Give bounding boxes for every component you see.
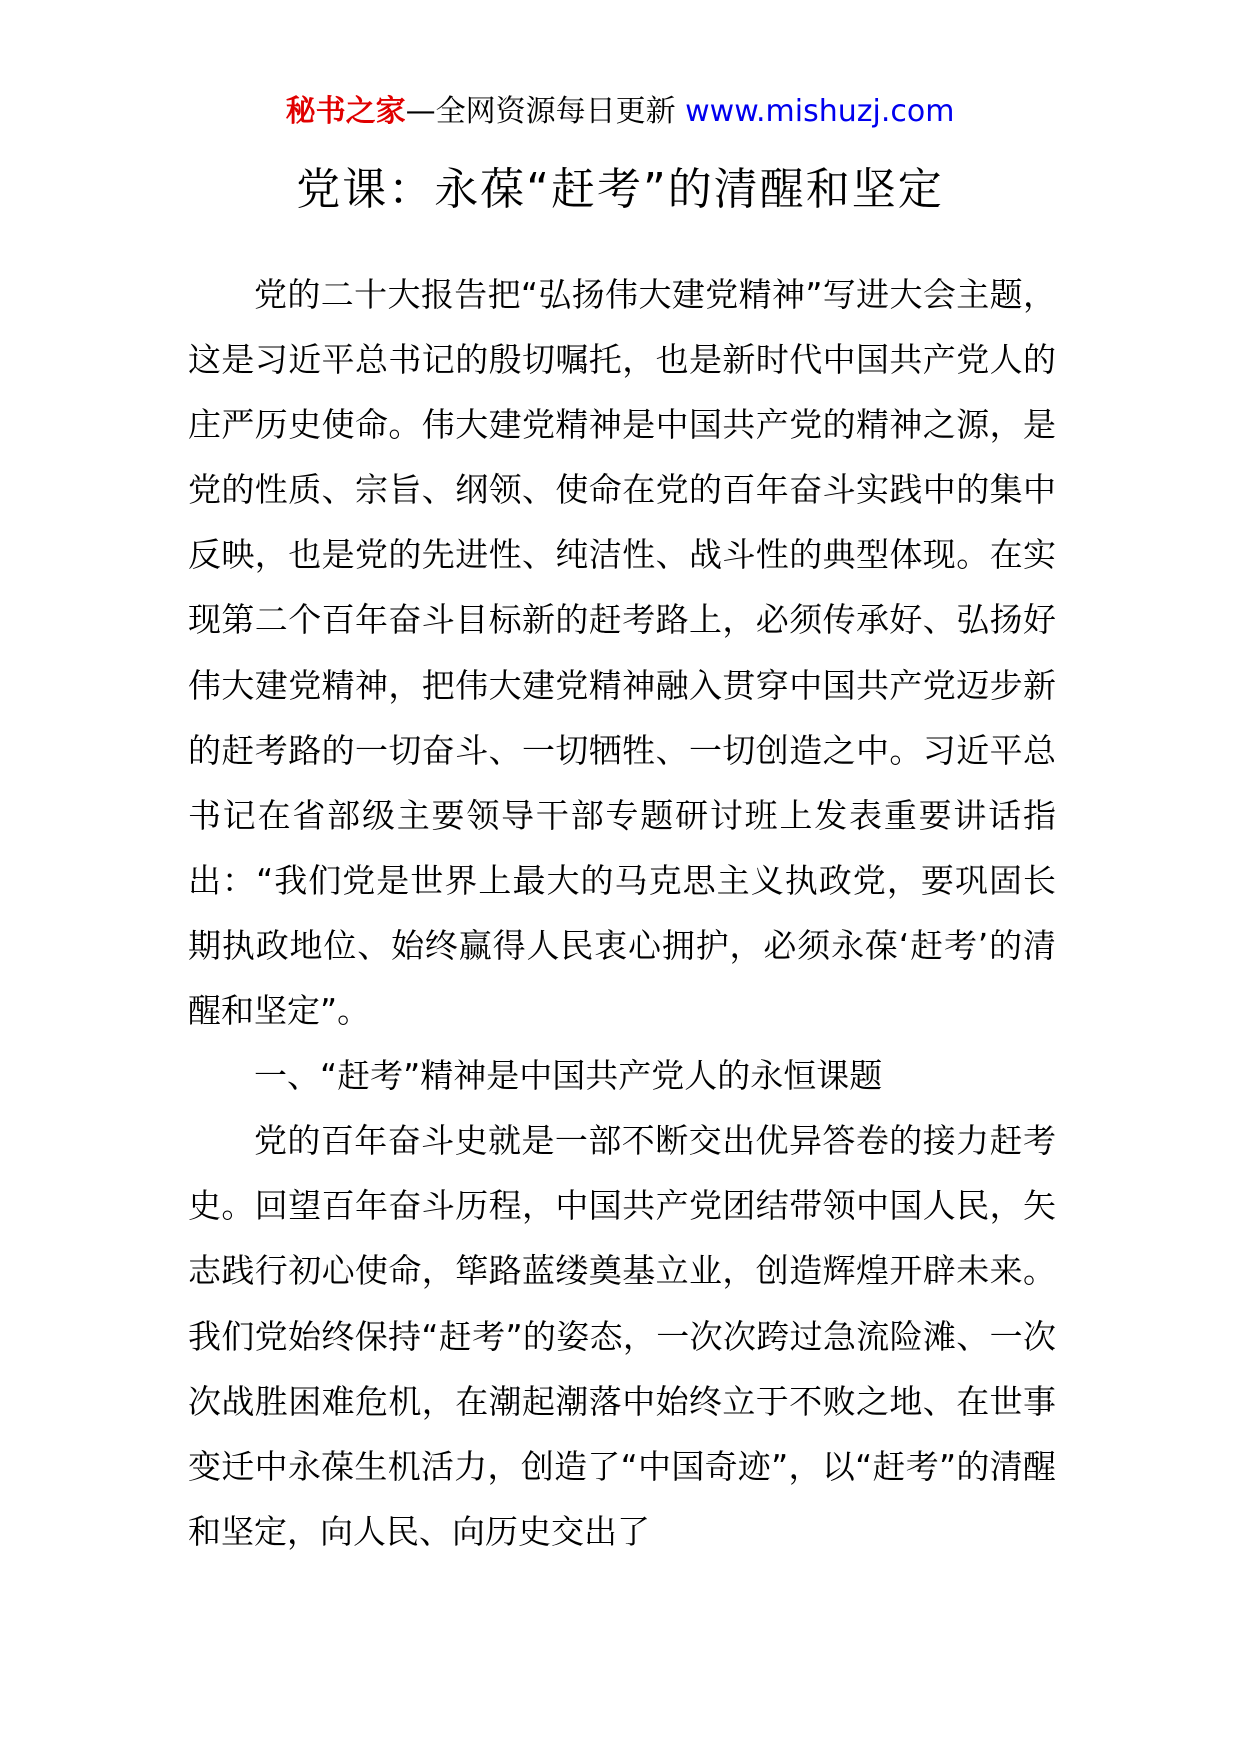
site-brand: 秘书之家 <box>285 94 406 129</box>
paragraph-intro: 党的二十大报告把“弘扬伟大建党精神”写进大会主题，这是习近平总书记的殷切嘱托，也是新时代中国共产党人的庄严历史使命。伟大建党精神是中国共产党的精神之源，是党的性质、宗旨、纲领、使命在党的百年奋斗实践中的集中反映，也是党的先进性、纯洁性、战斗性的典型体现。在实现第二个百年奋斗目标新的赶考路上，必须传承好、弘扬好伟大建党精神，把伟大建党精神融入贯穿中国共产党迈步新的赶考路的一切奋斗、一切牺牲、一切创造之中。习近平总书记在省部级主要领导干部专题研讨班上发表重要讲话指出：“我们党是世界上最大的马克思主义执政党，要巩固长期执政地位、始终赢得人民衷心拥护，必须永葆‘赶考’的清醒和坚定”。 <box>188 275 1056 1031</box>
document-title: 党课：永葆“赶考”的清醒和坚定 <box>296 164 944 215</box>
site-header <box>0 92 1240 132</box>
paragraph-section-1: 党的百年奋斗史就是一部不断交出优异答卷的接力赶考史。回望百年奋斗历程，中国共产党团结带领中国人民，矢志践行初心使命，筚路蓝缕奠基立业，创造辉煌开辟未来。我们党始终保持“赶考”的姿态，一次次跨过急流险滩、一次次战胜困难危机，在潮起潮落中始终立于不败之地、在世事变迁中永葆生机活力，创造了“中国奇迹”，以“赶考”的清醒和坚定，向人民、向历史交出了 <box>188 1121 1056 1551</box>
site-url-link[interactable]: www.mishuzj.com <box>685 94 955 129</box>
section-heading-1: 一、“赶考”精神是中国共产党人的永恒课题 <box>254 1056 883 1096</box>
site-tagline: —全网资源每日更新 <box>405 94 676 129</box>
document-body <box>188 262 1056 1564</box>
